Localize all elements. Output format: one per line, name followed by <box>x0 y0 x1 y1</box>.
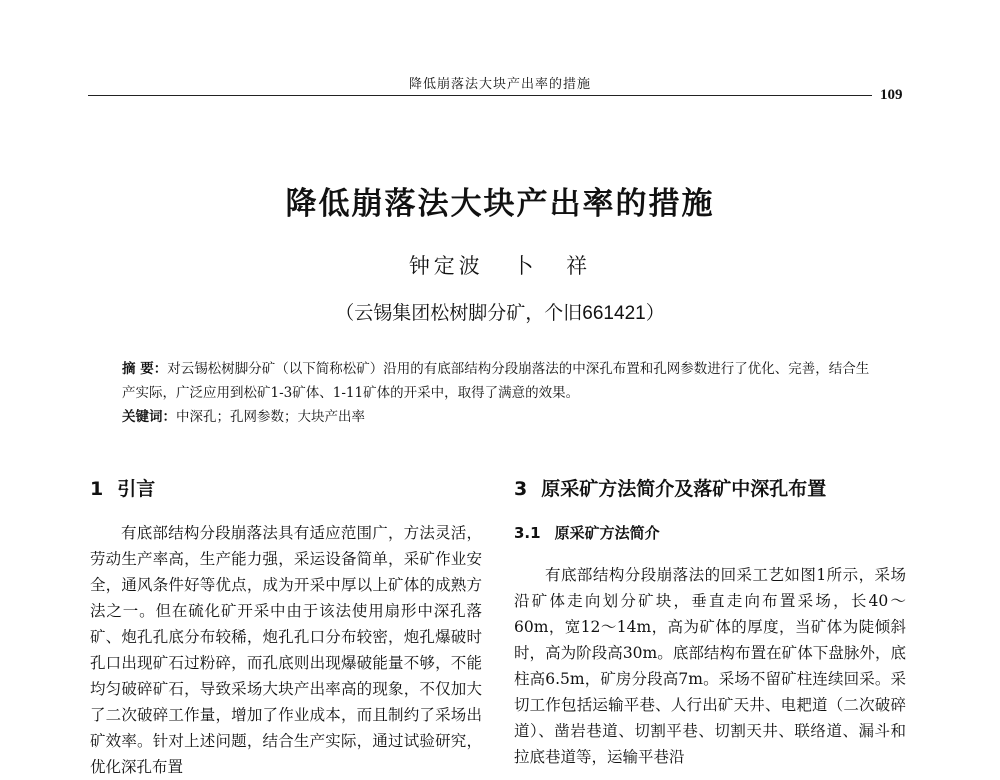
keywords-label: 关键词： <box>122 409 176 425</box>
subsection-heading-3-1 <box>514 520 906 546</box>
subsection-number: 3.1 <box>514 524 541 542</box>
section-title: 原采矿方法简介及落矿中深孔布置 <box>541 478 827 500</box>
article-affiliation: （云锡集团松树脚分矿，个旧661421） <box>335 303 665 324</box>
abstract-text: 对云锡松树脚分矿（以下简称松矿）沿用的有底部结构分段崩落法的中深孔布置和孔网参数进行了优化、完善，结合生产实际，广泛应用到松矿1-3矿体、1-11矿体的开采中，取得了满意的效果。 <box>122 361 870 401</box>
subsection-title: 原采矿方法简介 <box>554 524 660 542</box>
body-paragraph: 有底部结构分段崩落法具有适应范围广，方法灵活，劳动生产率高，生产能力强，采运设备简单，采矿作业安全，通风条件好等优点，成为开采中厚以上矿体的成熟方法之一。但在硫化矿开采中由于该法使用扇形中深孔落矿、炮孔孔底分布较稀，炮孔孔口分布较密，炮孔爆破时孔口出现矿石过粉碎，而孔底则出现爆破能量不够，不能均匀破碎矿石，导致采场大块产出率高的现象，不仅加大了二次破碎工作量，增加了作业成本，而且制约了采场出矿效率。针对上述问题，结合生产实际，通过试验研究，优化深孔布置 <box>90 524 482 776</box>
section-number: 3 <box>514 478 528 500</box>
header-rule <box>88 95 872 96</box>
section-title: 引言 <box>117 478 156 500</box>
keywords <box>122 405 882 429</box>
section-number: 1 <box>90 478 104 500</box>
left-column <box>90 476 482 780</box>
body-paragraph: 有底部结构分段崩落法的回采工艺如图1所示，采场沿矿体走向划分矿块，垂直走向布置采场，长40～60m，宽12～14m，高为矿体的厚度，当矿体为陡倾斜时，高为阶段高30m。底部结构布置在矿体下盘脉外，底柱高6.5m，矿房分段高7m。采场不留矿柱连续回采。采切工作包括运输平巷、人行出矿天井、电耙道（二次破碎道）、凿岩巷道、切割平巷、切割天井、联络道、漏斗和拉底巷道等，运输平巷沿 <box>514 566 906 766</box>
abstract <box>122 357 882 405</box>
article-title: 降低崩落法大块产出率的措施 <box>285 186 715 222</box>
abstract-label: 摘 要： <box>122 361 168 377</box>
keywords-text: 中深孔；孔网参数；大块产出率 <box>176 409 365 425</box>
section-heading-1 <box>90 476 482 502</box>
abstract-block <box>122 357 882 429</box>
running-title: 降低崩落法大块产出率的措施 <box>408 77 591 92</box>
page-number: 109 <box>880 87 903 103</box>
right-column <box>514 476 906 770</box>
section-heading-3 <box>514 476 906 502</box>
article-authors: 钟定波 卜 祥 <box>408 254 592 278</box>
